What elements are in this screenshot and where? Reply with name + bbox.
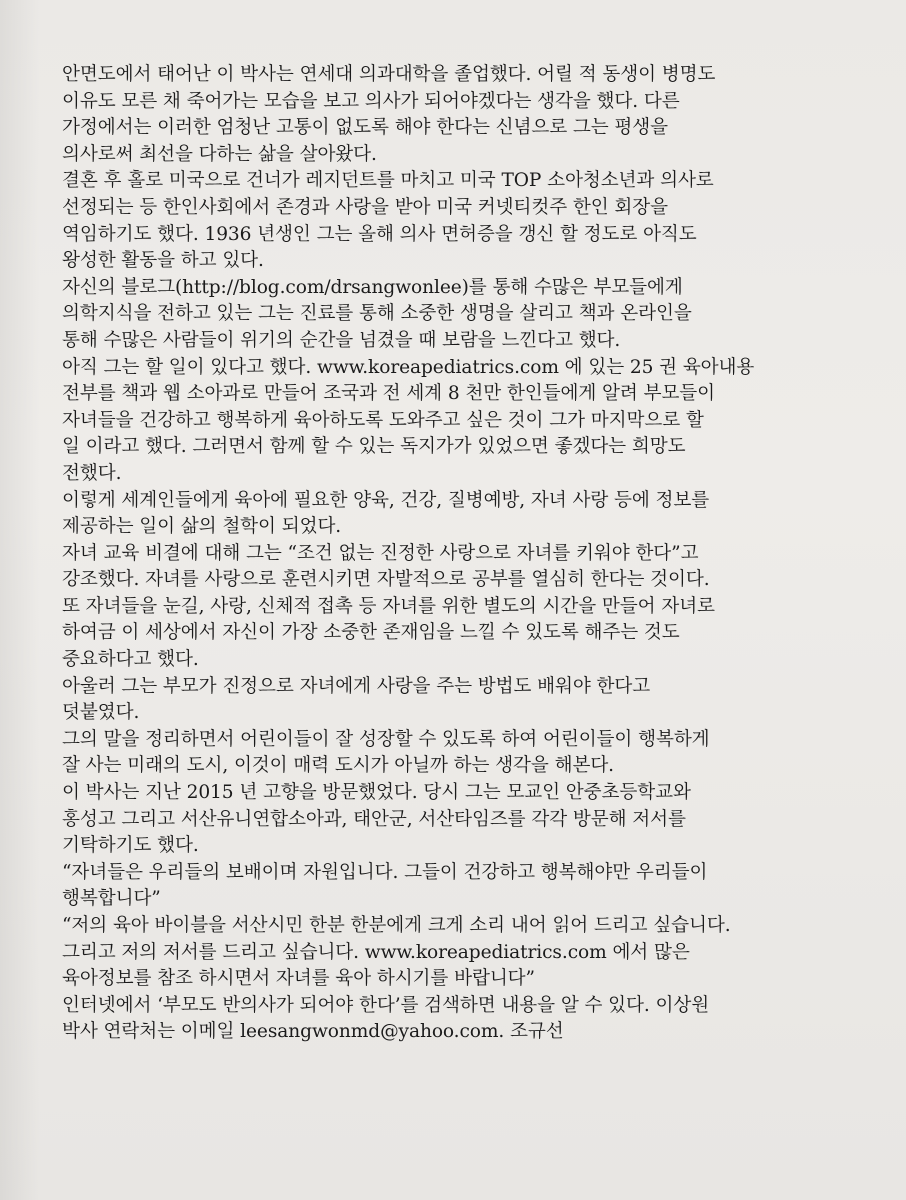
text-line: 행복합니다”	[62, 888, 161, 910]
text-line: 일 이라고 했다. 그러면서 함께 할 수 있는 독지가가 있었으면 좋겠다는 희망도	[62, 436, 686, 458]
text-line: 아울러 그는 부모가 진정으로 자녀에게 사랑을 주는 방법도 배워야 한다고	[62, 675, 651, 697]
text-line: 의사로써 최선을 다하는 삶을 살아왔다.	[62, 143, 377, 165]
text-line: “저의 육아 바이블을 서산시민 한분 한분에게 크게 소리 내어 읽어 드리고 싶습니다.	[62, 915, 731, 936]
text-line: “자녀들은 우리들의 보배이며 자원입니다. 그들이 건강하고 행복해야만 우리들이	[62, 861, 708, 883]
text-line: 기탁하기도 했다.	[62, 835, 199, 857]
text-line: 자녀 교육 비결에 대해 그는 “조건 없는 진정한 사랑으로 자녀를 키워야 한다”고	[62, 542, 699, 564]
text-line: 그의 말을 정리하면서 어린이들이 잘 성장할 수 있도록 하여 어린이들이 행복하게	[62, 728, 710, 750]
text-line: 홍성고 그리고 서산유니연합소아과, 태안군, 서산타임즈를 각각 방문해 저서를	[62, 808, 686, 830]
text-line: 왕성한 활동을 하고 있다.	[62, 250, 264, 272]
text-line: 이렇게 세계인들에게 육아에 필요한 양육, 건강, 질병예방, 자녀 사랑 등에 정보를	[62, 489, 710, 511]
text-line: 자신의 블로그(http://blog.com/drsangwonlee)를 통해 수많은 부모들에게	[62, 276, 683, 298]
text-line: 이 박사는 지난 2015 년 고향을 방문했었다. 당시 그는 모교인 안중초등학교와	[62, 782, 691, 804]
text-line: 역임하기도 했다. 1936 년생인 그는 올해 의사 면허증을 갱신 할 정도로 아직도	[62, 223, 697, 245]
text-line: 그리고 저의 저서를 드리고 싶습니다. www.koreapediatrics.com 에서 많은	[62, 941, 690, 963]
article-body	[62, 62, 862, 1046]
text-line: 아직 그는 할 일이 있다고 했다. www.koreapediatrics.com 에 있는 25 권 육아내용	[62, 356, 755, 378]
text-line: 중요하다고 했다.	[62, 649, 199, 671]
text-line: 의학지식을 전하고 있는 그는 진료를 통해 소중한 생명을 살리고 책과 온라인을	[62, 303, 692, 325]
text-line: 박사 연락처는 이메일 leesangwonmd@yahoo.com. 조규선	[62, 1021, 564, 1043]
text-line: 강조했다. 자녀를 사랑으로 훈련시키면 자발적으로 공부를 열심히 한다는 것이다.	[62, 569, 710, 591]
text-line: 통해 수많은 사람들이 위기의 순간을 넘겼을 때 보람을 느낀다고 했다.	[62, 329, 621, 351]
text-line: 전부를 책과 웹 소아과로 만들어 조국과 전 세계 8 천만 한인들에게 알려 부모들이	[62, 383, 716, 405]
text-line: 잘 사는 미래의 도시, 이것이 매력 도시가 아닐까 하는 생각을 해본다.	[62, 755, 614, 777]
text-line: 제공하는 일이 삶의 철학이 되었다.	[62, 516, 342, 538]
text-line: 또 자녀들을 눈길, 사랑, 신체적 접촉 등 자녀를 위한 별도의 시간을 만들어 자녀로	[62, 595, 715, 617]
text-line: 인터넷에서 ‘부모도 반의사가 되어야 한다’를 검색하면 내용을 알 수 있다. 이상원	[62, 994, 710, 1016]
text-line: 안면도에서 태어난 이 박사는 연세대 의과대학을 졸업했다. 어릴 적 동생이 병명도	[62, 64, 716, 85]
text-line: 가정에서는 이러한 엄청난 고통이 없도록 해야 한다는 신념으로 그는 평생을	[62, 117, 669, 139]
text-line: 선정되는 등 한인사회에서 존경과 사랑을 받아 미국 커넷티컷주 한인 회장을	[62, 196, 669, 218]
text-line: 전했다.	[62, 462, 122, 484]
text-line: 하여금 이 세상에서 자신이 가장 소중한 존재임을 느낄 수 있도록 해주는 것도	[62, 622, 680, 644]
text-line: 덧붙였다.	[62, 702, 140, 724]
text-line: 이유도 모른 채 죽어가는 모습을 보고 의사가 되어야겠다는 생각을 했다. 다른	[62, 90, 680, 112]
text-line: 결혼 후 홀로 미국으로 건너가 레지던트를 마치고 미국 TOP 소아청소년과 의사로	[62, 170, 714, 192]
text-line: 자녀들을 건강하고 행복하게 육아하도록 도와주고 싶은 것이 그가 마지막으로 할	[62, 409, 704, 431]
text-line: 육아정보를 참조 하시면서 자녀를 육아 하시기를 바랍니다”	[62, 968, 535, 990]
page-edge-shadow	[0, 0, 40, 1200]
